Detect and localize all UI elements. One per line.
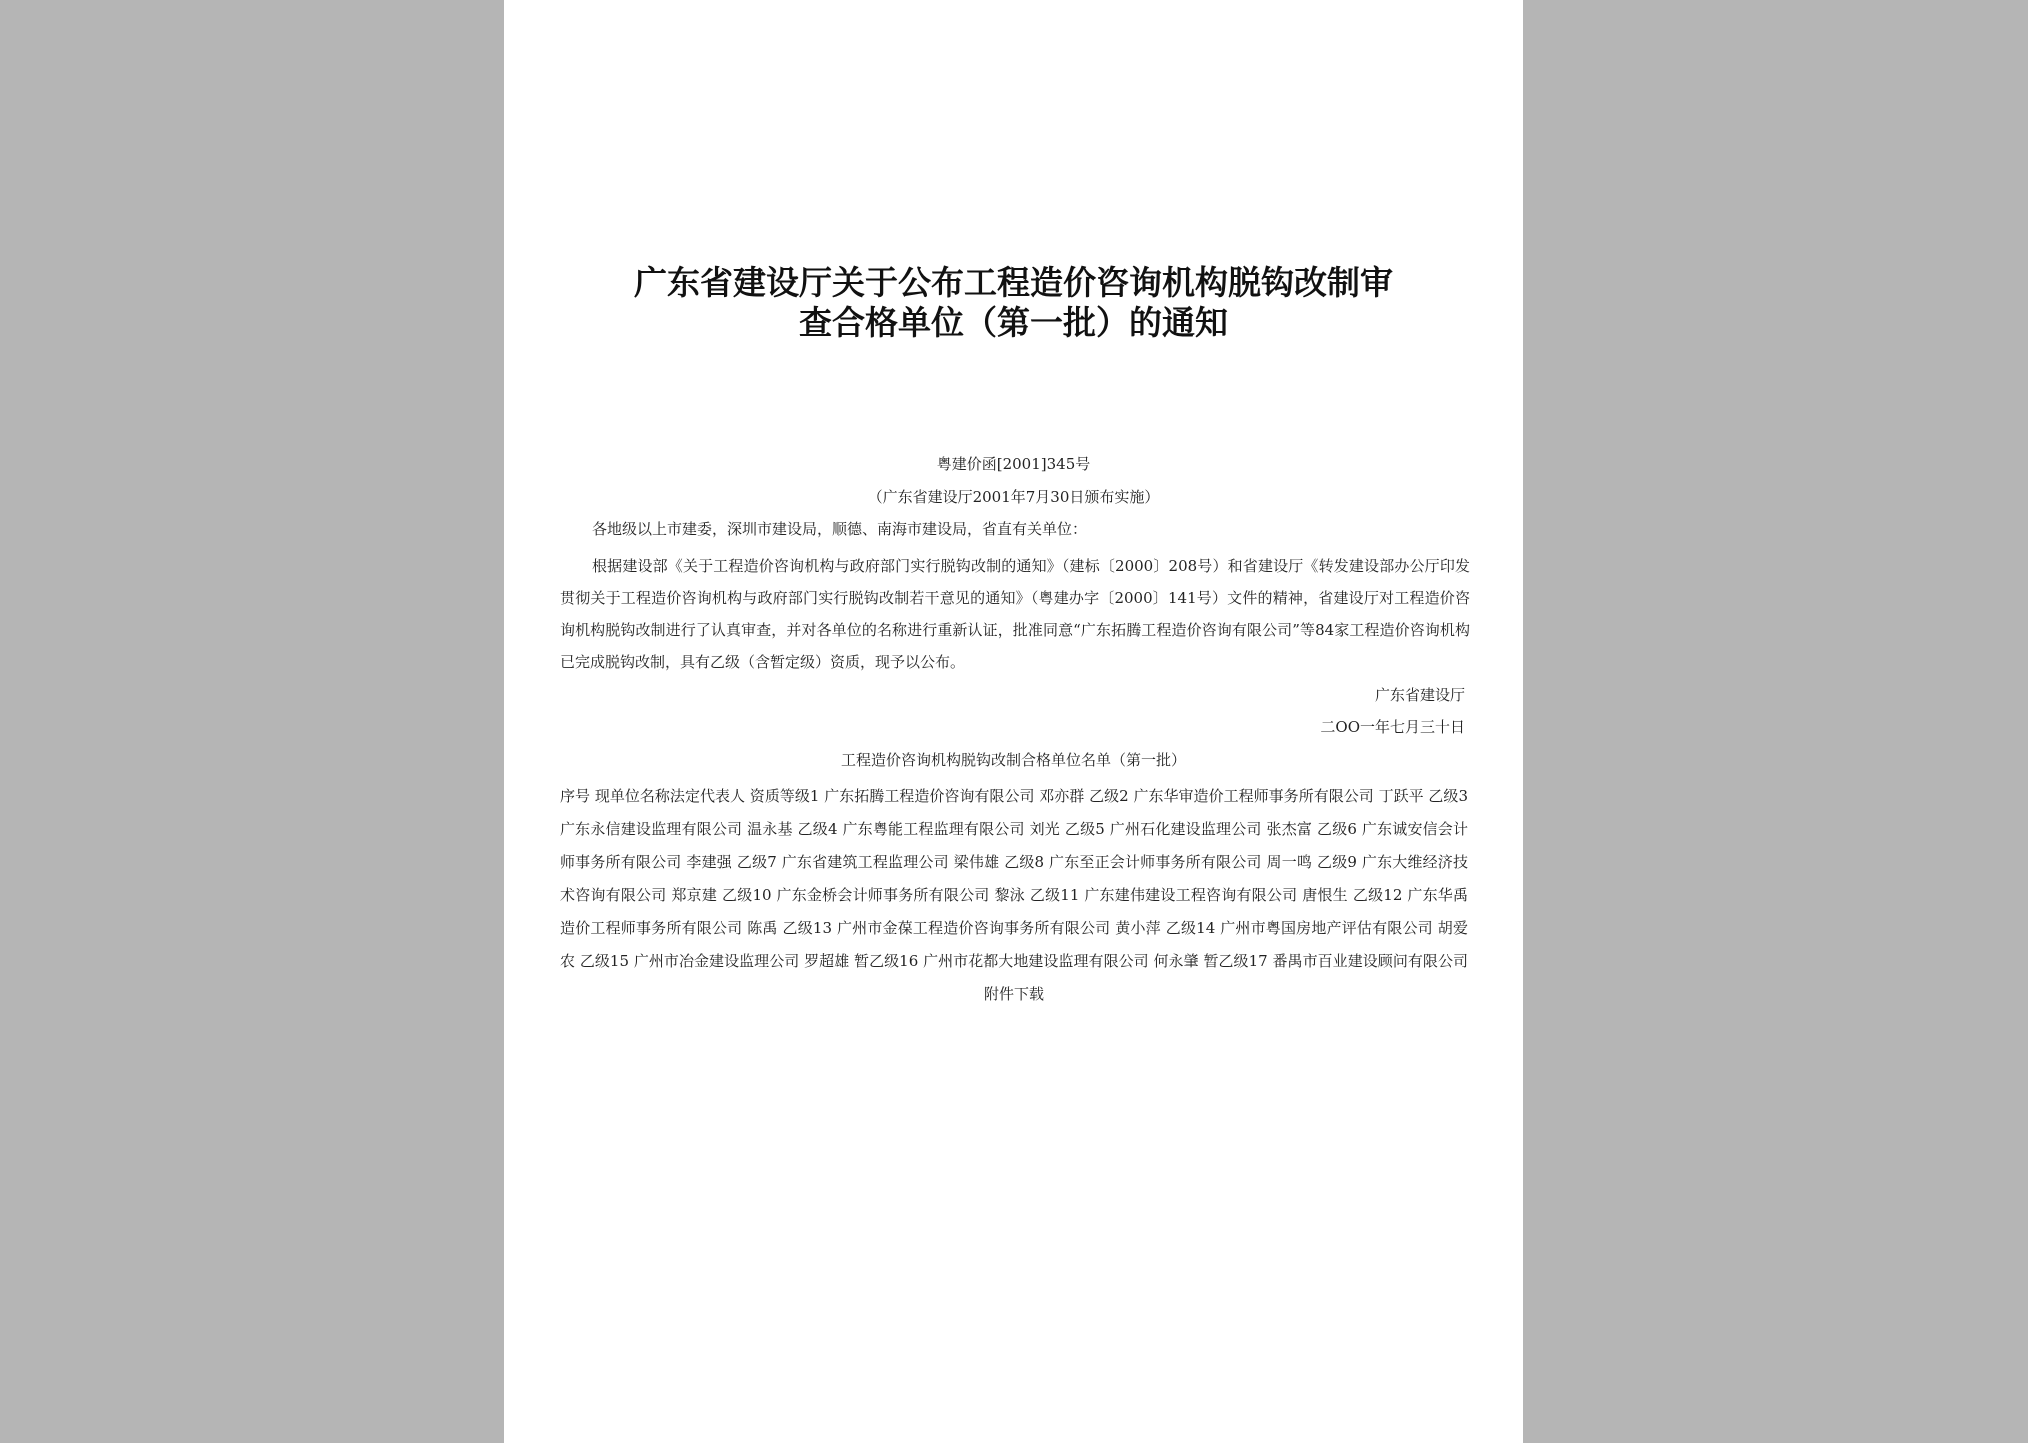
- issue-note: （广东省建设厅2001年7月30日颁布实施）: [867, 488, 1160, 506]
- document-title-line-2: 查合格单位（第一批）的通知: [799, 303, 1228, 342]
- list-title: 工程造价咨询机构脱钩改制合格单位名单（第一批）: [840, 751, 1186, 769]
- attachment-download-link[interactable]: 附件下载: [983, 985, 1044, 1003]
- unit-list-text: 序号 现单位名称法定代表人 资质等级1 广东拓腾工程造价咨询有限公司 邓亦群 乙级2 广东华审造价工程师事务所有限公司 丁跃平 乙级3 广东永信建设监理有限公司 温永基 乙级4 广东粤能工程监理有限公司 刘光 乙级5 广州石化建设监理公司 张杰富 乙级6 广东诚安信会计师事务所有限公司 李建强 乙级7 广东省建筑工程监理公司 梁伟雄 乙级8 广东至正会计师事务所有限公司 周一鸣 乙级9 广东大维经济技术咨询有限公司 郑京建 乙级10 广东金桥会计师事务所有限公司 黎泳 乙级11 广东建伟建设工程咨询有限公司 唐恨生 乙级12 广东华禹造价工程师事务所有限公司 陈禹 乙级13 广州市金葆工程造价咨询事务所有限公司 黄小萍 乙级14 广州市粤国房地产评估有限公司 胡爱农 乙级15 广州市冶金建设监理公司 罗超雄 暂乙级16 广州市花都大地建设监理有限公司 何永肇 暂乙级17 番禺市百业建设顾问有限公司: [560, 787, 1468, 970]
- document-title-line-1: 广东省建设厅关于公布工程造价咨询机构脱钩改制审: [634, 263, 1393, 302]
- salutation: 各地级以上市建委，深圳市建设局，顺德、南海市建设局，省直有关单位：: [592, 520, 1088, 538]
- signer: 广东省建设厅: [1374, 686, 1465, 704]
- sign-date: 二OO一年七月三十日: [1320, 718, 1465, 736]
- document-number: 粤建价函[2001]345号: [936, 455, 1091, 473]
- unit-list: [560, 780, 1468, 1011]
- document-page: [504, 0, 1523, 1443]
- body-paragraph: 根据建设部《关于工程造价咨询机构与政府部门实行脱钩改制的通知》（建标〔2000〕208号）和省建设厅《转发建设部办公厅印发贯彻关于工程造价咨询机构与政府部门实行脱钩改制若干意见的通知》（粤建办字〔2000〕141号）文件的精神，省建设厅对工程造价咨询机构脱钩改制进行了认真审查，并对各单位的名称进行重新认证，批准同意“广东拓腾工程造价咨询有限公司”等84家工程造价咨询机构已完成脱钩改制，具有乙级（含暂定级）资质，现予以公布。: [560, 557, 1470, 671]
